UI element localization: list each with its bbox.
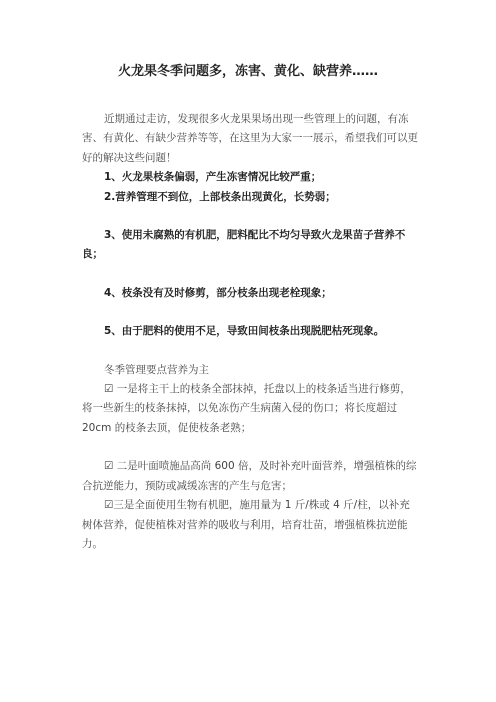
spacer: [82, 303, 418, 322]
problem-5: 5、由于肥料的使用不足，导致田间枝条出现脱肥枯死现象。: [104, 325, 385, 338]
spacer: [82, 342, 418, 361]
spacer: [82, 265, 418, 284]
management-item-3: ☑三是全面使用生物有机肥，施用量为 1 斤/株或 4 斤/柱，以补充树体营养，促使植株对营养的吸收与利用，培育壮苗，增强植株抗逆能力。: [82, 499, 410, 550]
spacer: [82, 207, 418, 226]
document-title: 火龙果冬季问题多，冻害、黄化、缺营养……: [117, 64, 378, 79]
management-heading: 冬季管理要点营养为主: [104, 363, 209, 376]
problem-4: 4、枝条没有及时修剪，部分枝条出现老栓现象；: [104, 286, 332, 299]
problem-2: 2.营养管理不到位，上部枝条出现黄化，长势弱；: [104, 190, 336, 203]
problem-3: 3、使用未腐熟的有机肥，肥料配比不均匀导致火龙果苗子营养不良；: [82, 229, 406, 261]
document-body: [82, 110, 418, 554]
management-item-1: ☑ 一是将主干上的枝条全部抹掉，托盘以上的枝条适当进行修剪，将一些新生的枝条抹掉，以免冻伤产生病菌入侵的伤口；将长度超过20cm 的枝条去顶，促使枝条老熟；: [82, 383, 411, 434]
spacer: [82, 438, 418, 457]
management-item-2: ☑ 二是叶面喷施品高尚 600 倍，及时补充叶面营养，增强植株的综合抗逆能力，预防或减缓冻害的产生与危害；: [82, 460, 417, 492]
problem-1: 1、火龙果枝条偏弱，产生冻害情况比较严重；: [104, 171, 322, 184]
intro-paragraph: 近期通过走访，发现很多火龙果果场出现一些管理上的问题，有冻害、有黄化、有缺少营养等等，在这里为大家一一展示，希望我们可以更好的解决这些问题！: [82, 113, 418, 164]
